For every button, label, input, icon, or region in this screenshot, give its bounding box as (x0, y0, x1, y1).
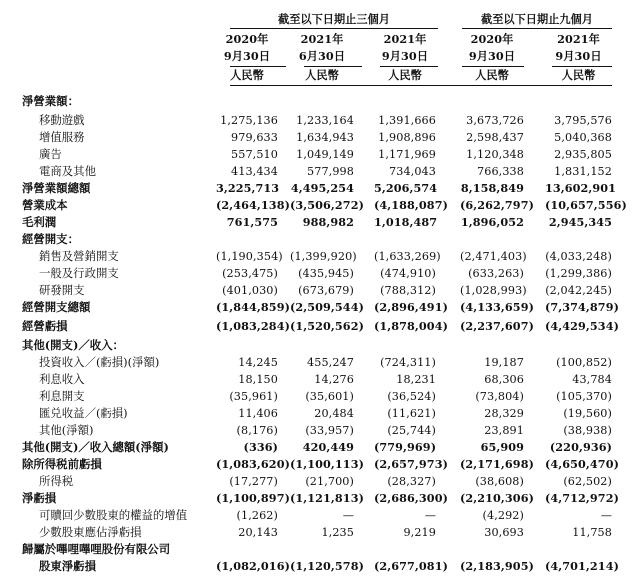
row-value-col-1 (216, 337, 278, 354)
row-label: 股東淨虧損 (39, 559, 96, 573)
row-value-col-4: 3,673,726 (466, 114, 524, 127)
row-value-col-2: 1,233,164 (296, 114, 354, 127)
row-value-col-3: (474,910) (380, 267, 436, 280)
row-value-col-3: (724,311) (380, 356, 436, 369)
table-row (0, 318, 640, 335)
row-value-col-5: 2,945,345 (548, 215, 612, 229)
row-value-col-5: (10,657,556) (545, 198, 627, 212)
row-value-col-1: 14,245 (238, 356, 278, 369)
table-row (0, 197, 640, 214)
table-row (0, 405, 640, 422)
col-1-date: 9月30日 (223, 49, 271, 63)
row-value-col-1: (1,083,284) (216, 319, 290, 333)
row-value-col-3: (25,744) (387, 424, 436, 437)
row-value-col-3: (4,188,087) (374, 198, 448, 212)
row-value-col-2: 20,484 (314, 407, 354, 420)
row-label: 利息開支 (39, 389, 85, 403)
table-row (0, 422, 640, 439)
row-value-col-3: (1,878,004) (374, 319, 448, 333)
row-value-col-4: 1,120,348 (466, 148, 524, 161)
row-label: 投資收入／(虧損)(淨額) (39, 355, 160, 369)
table-row (0, 214, 640, 231)
row-value-col-1: 761,575 (226, 215, 278, 229)
row-label: 所得税 (39, 474, 74, 488)
row-value-col-4: (73,804) (475, 390, 524, 403)
row-label: 電商及其他 (39, 164, 96, 178)
table-row (0, 93, 640, 110)
three-months-header: 截至以下日期止三個月 (278, 12, 390, 26)
row-value-col-3: (2,686,300) (374, 491, 448, 505)
row-label: 經營虧損 (22, 319, 68, 333)
row-value-col-5: (19,560) (563, 407, 612, 420)
row-value-col-2: 420,449 (302, 440, 354, 454)
row-value-col-1: 1,275,136 (220, 114, 278, 127)
row-value-col-5: (105,370) (556, 390, 612, 403)
table-row (0, 112, 640, 129)
row-value-col-3 (374, 541, 436, 558)
row-value-col-2: (1,120,578) (290, 559, 364, 573)
row-label: 銷售及營銷開支 (39, 249, 119, 263)
row-value-col-2 (290, 93, 354, 110)
row-value-col-2: (2,509,544) (290, 300, 364, 314)
table-row (0, 129, 640, 146)
header-currency-row (0, 67, 640, 84)
table-row (0, 337, 640, 354)
table-row (0, 439, 640, 456)
header-period-row (0, 11, 640, 28)
row-value-col-2 (290, 541, 354, 558)
row-value-col-1: (17,277) (229, 475, 278, 488)
row-value-col-1: (1,100,897) (216, 491, 290, 505)
row-value-col-2: 455,247 (307, 356, 354, 369)
row-value-col-3: (1,633,269) (374, 250, 441, 263)
table-row (0, 146, 640, 163)
row-label: 其他(開支)／收入總額(淨額) (22, 440, 169, 454)
table-row (0, 163, 640, 180)
row-value-col-3 (374, 93, 436, 110)
row-value-col-4: (2,471,403) (460, 250, 527, 263)
row-value-col-4: (38,608) (475, 475, 524, 488)
row-value-col-3 (374, 337, 436, 354)
row-label: 歸屬於嗶哩嗶哩股份有限公司 (22, 542, 171, 556)
col-4-date: 9月30日 (468, 49, 516, 63)
row-value-col-5: (62,502) (563, 475, 612, 488)
table-row (0, 180, 640, 197)
row-label: 少數股東應佔淨虧損 (39, 525, 142, 539)
table-row (0, 388, 640, 405)
row-value-col-5 (545, 337, 612, 354)
row-value-col-4: 19,187 (484, 356, 524, 369)
row-value-col-3: 5,206,574 (374, 181, 438, 195)
row-value-col-4: 766,338 (477, 165, 524, 178)
row-value-col-4: 65,909 (480, 440, 524, 454)
row-value-col-3: 9,219 (403, 526, 436, 539)
row-value-col-1: (35,961) (229, 390, 278, 403)
row-label: 研發開支 (39, 283, 85, 297)
col-2-year: 2021年 (300, 32, 344, 46)
row-value-col-3: 1,171,969 (378, 148, 436, 161)
row-value-col-2: (21,700) (305, 475, 354, 488)
row-value-col-4: 28,329 (484, 407, 524, 420)
row-value-col-5: 1,831,152 (554, 165, 612, 178)
row-value-col-5: — (600, 509, 612, 522)
row-value-col-1: 413,434 (231, 165, 278, 178)
row-value-col-4: (4,292) (482, 509, 524, 522)
row-value-col-4: (633,263) (468, 267, 524, 280)
row-value-col-1: (253,475) (222, 267, 278, 280)
row-label: 移動遊戲 (39, 113, 85, 127)
row-value-col-4: (2,183,905) (460, 559, 534, 573)
row-value-col-1: (1,844,859) (216, 300, 290, 314)
table-row (0, 282, 640, 299)
row-label: 淨虧損 (22, 491, 57, 505)
row-value-col-5: 11,758 (572, 526, 612, 539)
table-row (0, 541, 640, 558)
row-value-col-2: (1,121,813) (290, 491, 364, 505)
table-row (0, 231, 640, 248)
row-value-col-5: 43,784 (572, 373, 612, 386)
row-value-col-4 (460, 337, 524, 354)
row-value-col-3: (2,657,973) (374, 457, 448, 471)
row-value-col-5: (4,712,972) (545, 491, 619, 505)
row-value-col-1: (1,262) (236, 509, 278, 522)
col-2-date: 6月30日 (298, 49, 346, 63)
table-row (0, 473, 640, 490)
row-value-col-3: 18,231 (396, 373, 436, 386)
row-value-col-3: 734,043 (389, 165, 436, 178)
row-value-col-2: (1,520,562) (290, 319, 364, 333)
row-value-col-2: (435,945) (298, 267, 354, 280)
row-value-col-3: (28,327) (387, 475, 436, 488)
row-value-col-5: 5,040,368 (554, 131, 612, 144)
row-value-col-1: (1,083,620) (216, 457, 290, 471)
row-value-col-2: — (342, 509, 354, 522)
col-2-currency: 人民幣 (305, 68, 339, 82)
row-value-col-3: 1,908,896 (378, 131, 436, 144)
row-label: 淨營業額總額 (22, 181, 91, 195)
header-bottom-rule (230, 85, 612, 86)
header-rule-nine-months (462, 28, 612, 29)
row-value-col-5: (220,936) (549, 440, 612, 454)
table-row (0, 456, 640, 473)
row-value-col-4: (1,028,993) (460, 284, 527, 297)
col-1-year: 2020年 (225, 32, 269, 46)
row-value-col-4: 2,598,437 (466, 131, 524, 144)
table-row (0, 354, 640, 371)
row-value-col-2: (1,399,920) (290, 250, 357, 263)
row-value-col-3: (779,969) (374, 440, 437, 454)
row-label: 可贖回少數股東的權益的增值 (39, 508, 188, 522)
table-row (0, 558, 640, 575)
row-value-col-1: (8,176) (236, 424, 278, 437)
row-label: 淨營業額： (22, 94, 79, 108)
row-value-col-4: (2,237,607) (460, 319, 534, 333)
row-value-col-1: (1,190,354) (216, 250, 283, 263)
row-value-col-3: (2,677,081) (374, 559, 448, 573)
row-value-col-3: 1,391,666 (378, 114, 436, 127)
row-value-col-2: (673,679) (298, 284, 354, 297)
header-rule-three-months (230, 28, 438, 29)
row-value-col-3: (2,896,491) (374, 300, 448, 314)
row-value-col-5 (545, 231, 612, 248)
row-label: 經營開支： (22, 232, 79, 246)
row-value-col-4: 68,306 (484, 373, 524, 386)
col-3-year: 2021年 (383, 32, 427, 46)
row-value-col-3: — (424, 509, 436, 522)
row-value-col-2: (1,100,113) (290, 457, 364, 471)
row-value-col-5: 3,795,576 (554, 114, 612, 127)
row-value-col-1: (2,464,138) (216, 198, 290, 212)
row-value-col-1: (401,030) (222, 284, 278, 297)
row-value-col-4: (2,171,698) (460, 457, 534, 471)
row-value-col-2: 988,982 (302, 215, 354, 229)
row-value-col-2: 577,998 (307, 165, 354, 178)
row-value-col-1: 18,150 (238, 373, 278, 386)
row-value-col-5: (4,033,248) (545, 250, 612, 263)
row-label: 一般及行政開支 (39, 266, 119, 280)
table-row (0, 299, 640, 316)
header-date-row (0, 48, 640, 65)
row-label: 其他(開支)／收入： (22, 338, 124, 352)
row-value-col-2: 14,276 (314, 373, 354, 386)
row-value-col-4: 1,896,052 (460, 215, 524, 229)
row-value-col-1 (216, 231, 278, 248)
row-value-col-2: (3,506,272) (290, 198, 364, 212)
row-value-col-1 (216, 93, 278, 110)
row-label: 除所得税前虧損 (22, 457, 102, 471)
row-value-col-5 (545, 541, 612, 558)
row-value-col-1: 11,406 (238, 407, 278, 420)
row-value-col-4: 30,693 (484, 526, 524, 539)
table-row (0, 490, 640, 507)
row-value-col-5: (2,042,245) (545, 284, 612, 297)
row-value-col-5: (4,701,214) (545, 559, 619, 573)
row-value-col-4: (4,133,659) (460, 300, 534, 314)
table-row (0, 524, 640, 541)
row-value-col-5: (7,374,879) (545, 300, 619, 314)
row-value-col-4 (460, 541, 524, 558)
table-row (0, 371, 640, 388)
row-value-col-5: (100,852) (556, 356, 612, 369)
row-value-col-4 (460, 93, 524, 110)
table-row (0, 507, 640, 524)
row-value-col-2: (33,957) (305, 424, 354, 437)
row-value-col-1: (1,082,016) (216, 559, 290, 573)
row-label: 利息收入 (39, 372, 85, 386)
row-value-col-1: 557,510 (231, 148, 278, 161)
nine-months-header: 截至以下日期止九個月 (481, 12, 593, 26)
row-label: 毛利潤 (22, 215, 57, 229)
row-value-col-3 (374, 231, 436, 248)
row-value-col-2: 1,634,943 (296, 131, 354, 144)
row-value-col-5: 13,602,901 (545, 181, 617, 195)
row-value-col-5: (38,938) (563, 424, 612, 437)
row-value-col-1 (216, 541, 278, 558)
row-label: 增值服務 (39, 130, 85, 144)
row-value-col-3: (11,621) (387, 407, 436, 420)
col-3-currency: 人民幣 (388, 68, 422, 82)
row-value-col-5: (4,429,534) (545, 319, 619, 333)
row-label: 廣告 (39, 147, 62, 161)
row-value-col-1: (336) (243, 440, 278, 454)
row-value-col-2: 1,049,149 (296, 148, 354, 161)
col-5-currency: 人民幣 (561, 68, 596, 82)
row-label: 營業成本 (22, 198, 68, 212)
row-value-col-4 (460, 231, 524, 248)
col-4-currency: 人民幣 (475, 68, 509, 82)
col-4-year: 2020年 (470, 32, 514, 46)
row-value-col-4: (2,210,306) (460, 491, 534, 505)
row-label: 經營開支總額 (22, 300, 91, 314)
col-5-year: 2021年 (557, 32, 600, 46)
row-value-col-1: 20,143 (238, 526, 278, 539)
row-value-col-4: 8,158,849 (460, 181, 524, 195)
row-value-col-2: (35,601) (305, 390, 354, 403)
row-value-col-5: (1,299,386) (545, 267, 612, 280)
row-value-col-2 (290, 231, 354, 248)
row-value-col-4: (6,262,797) (460, 198, 534, 212)
row-value-col-1: 979,633 (231, 131, 278, 144)
col-1-currency: 人民幣 (230, 68, 264, 82)
row-label: 其他(淨額) (39, 423, 94, 437)
row-label: 匯兑收益／(虧損) (39, 406, 128, 420)
row-value-col-2 (290, 337, 354, 354)
row-value-col-1: 3,225,713 (216, 181, 280, 195)
row-value-col-3: 1,018,487 (374, 215, 438, 229)
col-5-date: 9月30日 (555, 49, 602, 63)
row-value-col-5 (545, 93, 612, 110)
col-3-date: 9月30日 (381, 49, 429, 63)
row-value-col-5: 2,935,805 (554, 148, 612, 161)
row-value-col-3: (36,524) (387, 390, 436, 403)
table-row (0, 265, 640, 282)
table-row (0, 248, 640, 265)
header-year-row (0, 31, 640, 48)
row-value-col-2: 4,495,254 (290, 181, 354, 195)
row-value-col-3: (788,312) (380, 284, 436, 297)
row-value-col-4: 23,891 (484, 424, 524, 437)
row-value-col-2: 1,235 (321, 526, 354, 539)
row-value-col-5: (4,650,470) (545, 457, 619, 471)
